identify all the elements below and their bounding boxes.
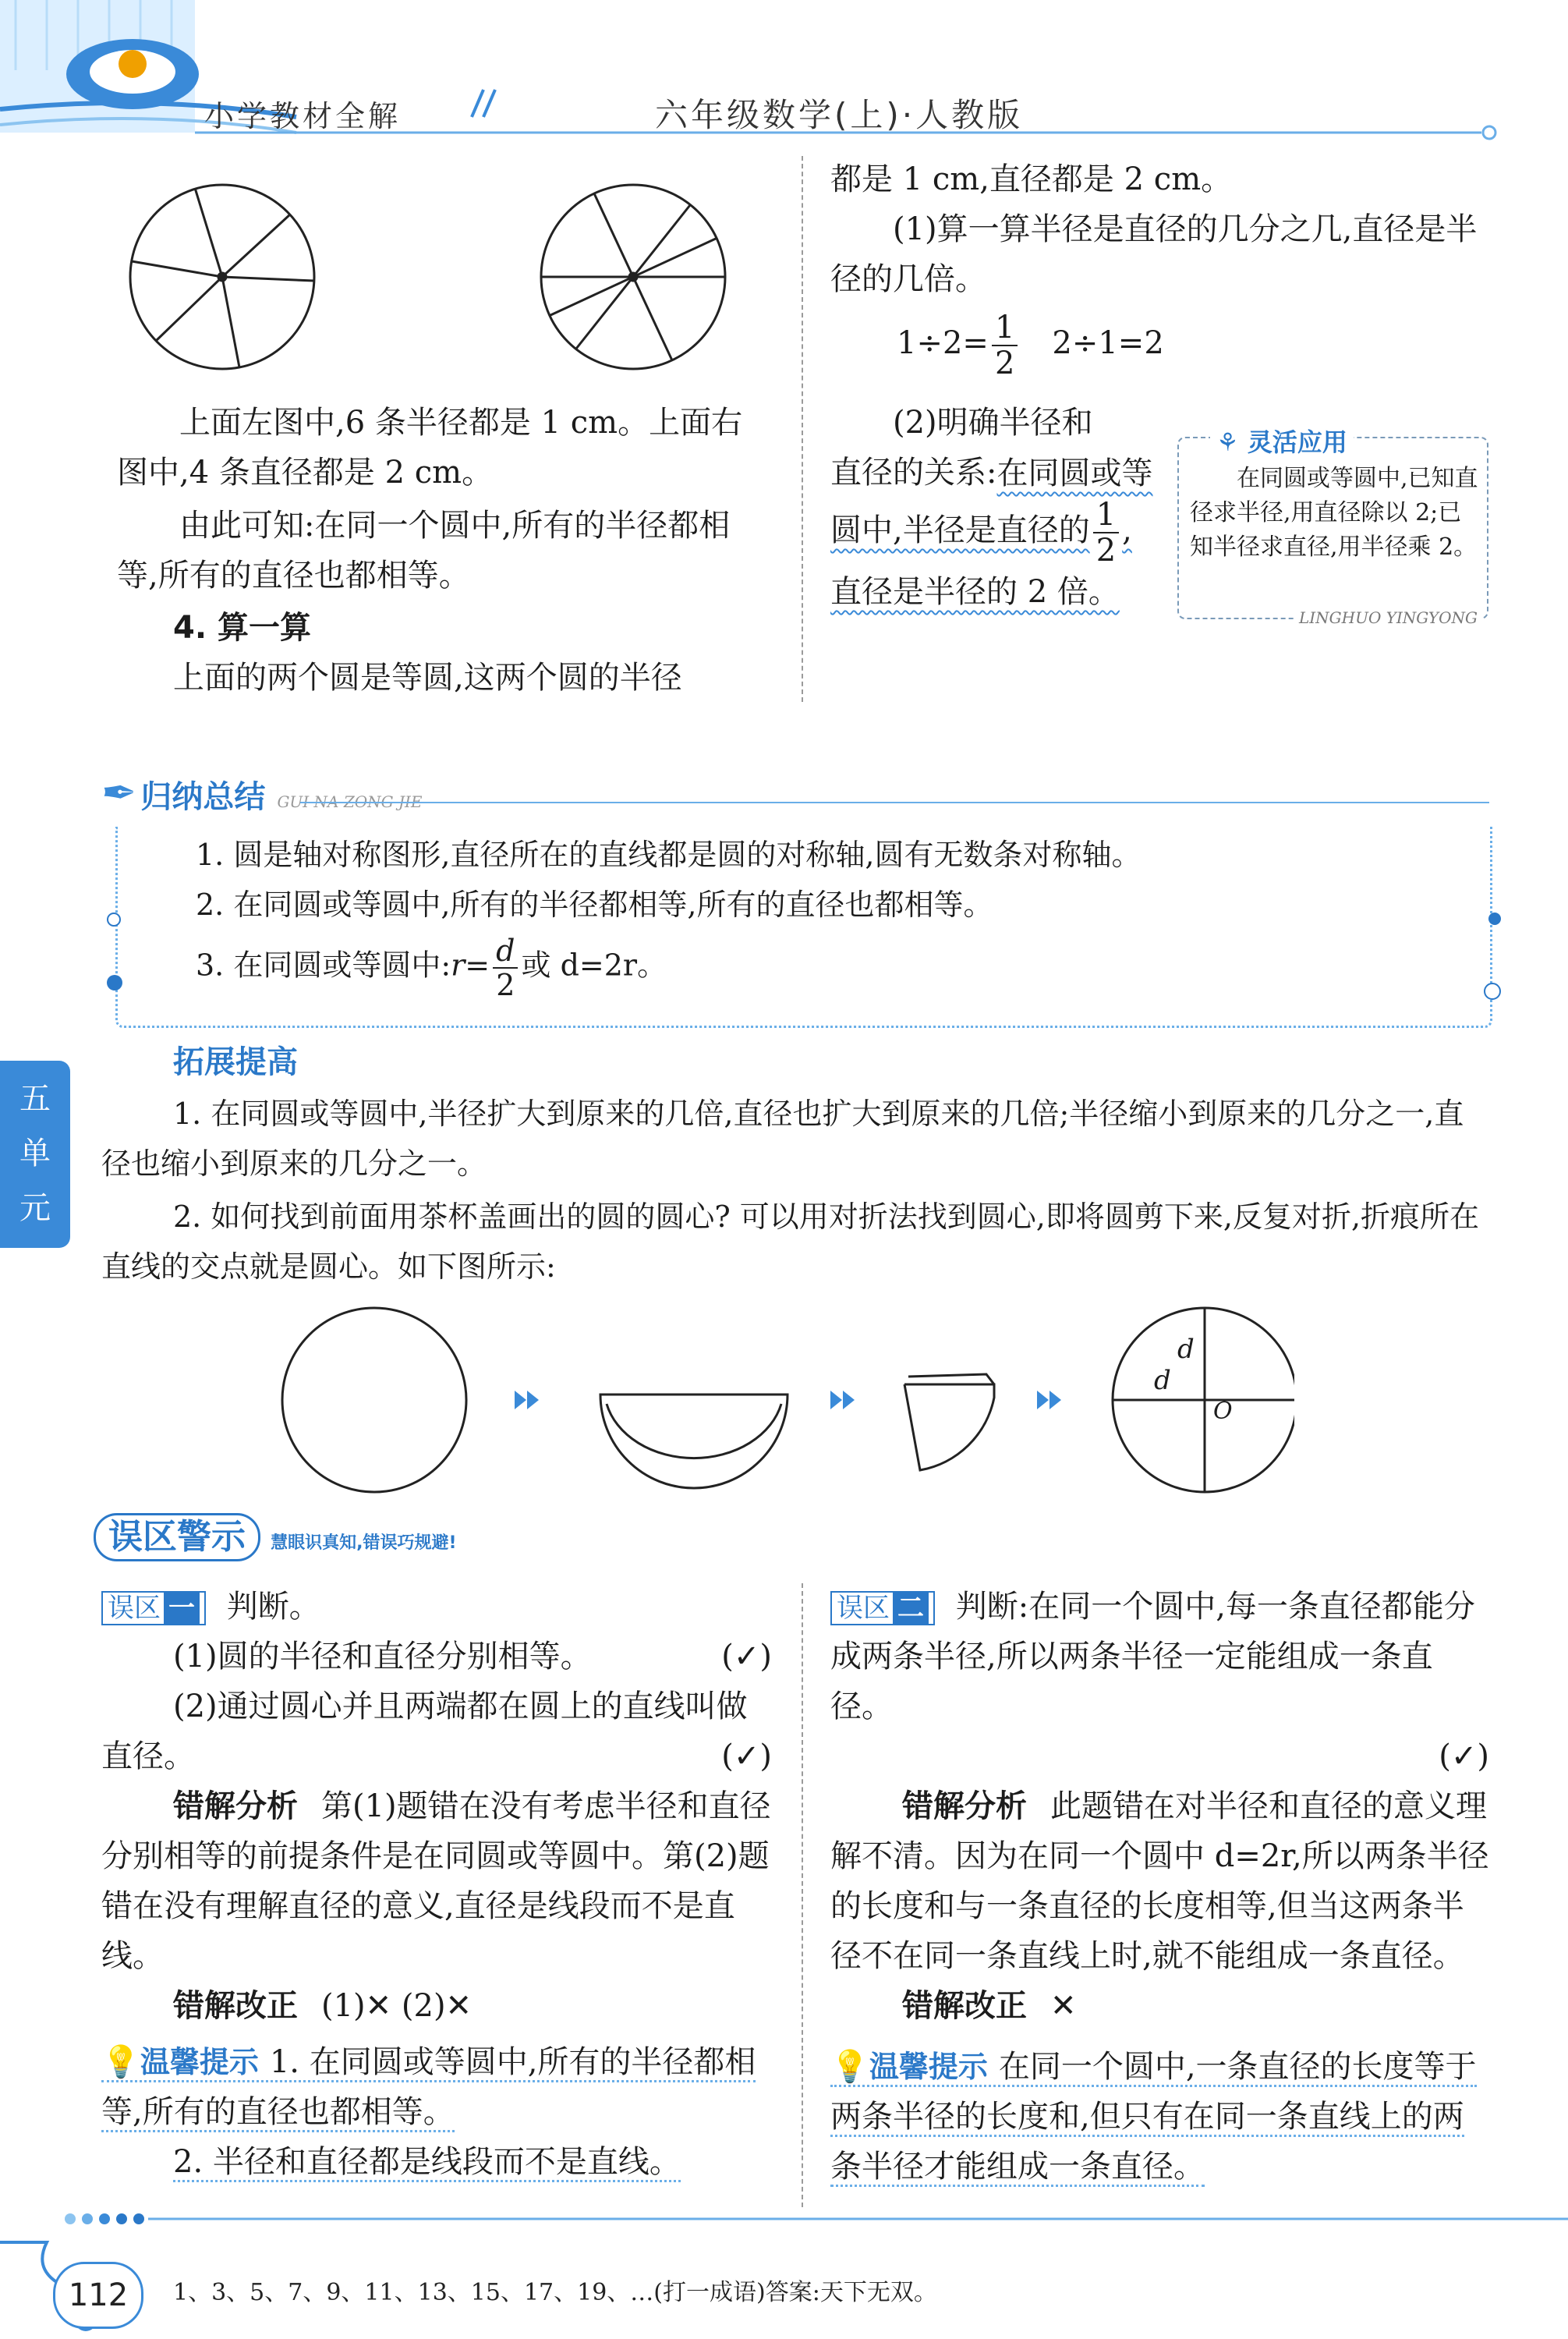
mistake-right-title: 判断:在同一个圆中,每一条直径都能分成两条半径,所以两条半径一定能组成一条直径。 xyxy=(830,1589,1475,1724)
arrow-icon xyxy=(1037,1391,1061,1409)
summary-item-3a: 3. 在同圆或等圆中: xyxy=(196,948,451,983)
relation-key-text-end: ,直径是半径的 2 倍。 xyxy=(830,512,1132,610)
bulb-icon: 💡 xyxy=(101,2044,140,2080)
hint-text: 在同一个圆中,一条直径的长度等于两条半径的长度和,但只有在同一条直线上的两条半径才能组成一条直径。 xyxy=(830,2049,1477,2185)
hint-label: 温馨提示 xyxy=(140,2045,259,2079)
mistake-left-analysis xyxy=(101,1781,772,1981)
q2-mark: (✓) xyxy=(721,1738,772,1774)
fix-text: ✕ xyxy=(1050,1988,1077,2024)
footer-riddle: 1、3、5、7、9、11、13、15、17、19、…(打一成语)答案:天下无双。 xyxy=(173,2279,937,2306)
mistake-tag-num: 一 xyxy=(164,1593,200,1624)
extend-title: 拓展提高 xyxy=(173,1044,298,1080)
mistake-right-analysis xyxy=(830,1781,1489,1981)
mistake-tag xyxy=(101,1591,206,1625)
right-paragraph-0: 都是 1 cm,直径都是 2 cm。 xyxy=(830,161,1233,197)
mistake-left-hint-2 xyxy=(101,2137,772,2187)
relation-fraction xyxy=(1093,497,1119,569)
mistake-left-q2 xyxy=(101,1682,772,1781)
dot-ornament xyxy=(1484,983,1501,1000)
series-title: 小学教材全解 xyxy=(204,99,402,133)
summary-item-3c: 或 d=2r。 xyxy=(521,948,667,983)
fraction-half xyxy=(992,312,1018,379)
relation-key-text: 在同圆或等圆中,半径是直径的 xyxy=(830,455,1153,548)
fold-step-result xyxy=(1113,1308,1294,1492)
fix-label: 错解改正 xyxy=(173,1988,298,2024)
summary-frac-num: d xyxy=(493,936,518,969)
summary-item-2: 2. 在同圆或等圆中,所有的半径都相等,所有的直径也都相等。 xyxy=(196,888,993,922)
analysis-label: 错解分析 xyxy=(173,1788,298,1824)
dot-ornament xyxy=(1488,913,1501,925)
mistake-tag-text: 误区 xyxy=(108,1593,161,1624)
sprout-icon: ⚘ xyxy=(1216,427,1239,457)
side-note-pinyin: LINGHUO YINGYONG xyxy=(1294,608,1482,627)
side-note-box xyxy=(1177,427,1488,627)
folding-figure xyxy=(281,1302,1294,1505)
mistake-right-heading xyxy=(830,1582,1489,1731)
mistake-banner xyxy=(94,1513,1489,1561)
extend-paragraph-1: 1. 在同圆或等圆中,半径扩大到原来的几倍,直径也扩大到原来的几倍;半径缩小到原来的几分之一,直径也缩小到原来的几分之一。 xyxy=(101,1097,1464,1181)
hint-text-1: 1. 在同圆或等圆中,所有的半径都相等,所有的直径也都相等。 xyxy=(101,2044,756,2130)
summary-header xyxy=(101,768,1489,817)
summary-item-3 xyxy=(196,936,667,1000)
fraction-denominator: 2 xyxy=(994,346,1015,381)
mistake-left-hint xyxy=(101,2037,772,2137)
mistake-right-fix xyxy=(830,1981,1489,2031)
left-paragraph-3: 上面的两个圆是等圆,这两个圆的半径 xyxy=(173,660,682,696)
header xyxy=(0,0,1568,140)
label-d-upper: d xyxy=(1177,1334,1195,1365)
side-note-title xyxy=(1210,423,1354,459)
dot-ornament xyxy=(107,913,121,927)
summary-pinyin: GUI NA ZONG JIE xyxy=(277,792,423,811)
side-note-title-text: 灵活应用 xyxy=(1247,427,1347,457)
book-title: 六年级数学(上)·人教版 xyxy=(655,96,1024,134)
mistake-right-mark: (✓) xyxy=(1439,1738,1489,1774)
two-circles-figure xyxy=(117,183,780,402)
mistake-tag xyxy=(830,1591,935,1625)
section-4-heading: 4. 算一算 xyxy=(173,610,311,646)
q2-text: (2)通过圆心并且两端都在圆上的直线叫做直径。 xyxy=(101,1689,748,1774)
mistake-left-q1 xyxy=(101,1632,772,1682)
extend-paragraph-2: 2. 如何找到前面用茶杯盖画出的圆的圆心? 可以用对折法找到圆心,即将圆剪下来,反复对折,折痕所在直线的交点就是圆心。如下图所示: xyxy=(101,1200,1480,1284)
relation-fraction-den: 2 xyxy=(1095,533,1117,569)
right-paragraph-1: (1)算一算半径是直径的几分之几,直径是半径的几倍。 xyxy=(830,211,1478,297)
hint-text-2: 2. 半径和直径都是线段而不是直线。 xyxy=(173,2144,681,2182)
calc-line xyxy=(897,312,1164,379)
unit-tab-char: 五 xyxy=(19,1081,51,1117)
relation-line-1: (2)明确半径和 xyxy=(893,405,1093,441)
mistake-left-title: 判断。 xyxy=(226,1589,320,1625)
label-center-o: O xyxy=(1213,1398,1233,1425)
arrow-icon xyxy=(515,1391,539,1409)
mistake-column-divider xyxy=(802,1583,803,2207)
summary-box xyxy=(115,827,1492,1028)
relation-fraction-num: 1 xyxy=(1093,499,1119,533)
mistake-right-hint xyxy=(830,2042,1489,2192)
hint-label: 温馨提示 xyxy=(869,2050,988,2084)
summary-rule xyxy=(300,802,1489,803)
fix-label: 错解改正 xyxy=(902,1988,1027,2024)
mistake-right xyxy=(830,1582,1489,2192)
circle-right xyxy=(541,185,725,369)
mistake-banner-title: 误区警示 xyxy=(94,1513,260,1561)
label-d-lower: d xyxy=(1154,1365,1171,1396)
unit-tab-char: 单 xyxy=(19,1136,51,1171)
analysis-label: 错解分析 xyxy=(902,1788,1027,1824)
analysis-text: 第(1)题错在没有考虑半径和直径分别相等的前提条件是在同圆或等圆中。第(2)题错在没有理解直径的意义,直径是线段而不是直线。 xyxy=(101,1788,771,1974)
unit-tab-char: 元 xyxy=(19,1190,51,1226)
calc-a: 1÷2= xyxy=(897,325,989,361)
side-note-text: 在同圆或等圆中,已知直径求半径,用直径除以 2;已知半径求直径,用半径乘 2。 xyxy=(1190,465,1478,561)
calc-b: 2÷1=2 xyxy=(1052,325,1164,361)
column-divider xyxy=(802,156,803,702)
circle-left xyxy=(130,185,314,369)
summary-item-3b: r= xyxy=(451,948,490,983)
mistake-left-fix xyxy=(101,1981,772,2031)
mistake-left xyxy=(101,1582,772,2187)
q1-text: (1)圆的半径和直径分别相等。 xyxy=(173,1639,592,1675)
analysis-text: 此题错在对半径和直径的意义理解不清。因为在同一个圆中 d=2r,所以两条半径的长度和与一条直径的长度相等,但当这两条半径不在同一条直线上时,就不能组成一条直径。 xyxy=(830,1788,1489,1974)
hint-line-1 xyxy=(101,2044,756,2132)
fraction-numerator: 1 xyxy=(992,312,1018,346)
left-paragraph-2: 由此可知:在同一个圆中,所有的半径都相等,所有的直径也都相等。 xyxy=(117,508,731,594)
fold-step-quarter xyxy=(904,1374,994,1470)
unit-tab-text xyxy=(0,1061,70,1235)
summary-frac-den: 2 xyxy=(496,968,515,1002)
relation-label: 直径的关系: xyxy=(830,455,997,491)
bulb-icon: 💡 xyxy=(830,2049,869,2085)
dot-ornament xyxy=(107,975,122,991)
page-number: 112 xyxy=(53,2262,143,2329)
fold-step-half xyxy=(600,1395,788,1488)
relation-wavy-text xyxy=(830,448,1158,618)
mistake-banner-sub: 慧眼识真知,错误巧规避! xyxy=(271,1533,457,1553)
hint-line xyxy=(830,2049,1477,2187)
mistake-left-heading xyxy=(101,1582,772,1632)
mistake-tag-text: 误区 xyxy=(837,1593,890,1624)
quill-icon: ✒ xyxy=(101,768,137,817)
summary-fraction xyxy=(493,936,518,1000)
q1-mark: (✓) xyxy=(721,1639,772,1675)
summary-title: 归纳总结 xyxy=(140,779,266,815)
fold-step-circle xyxy=(282,1308,466,1492)
mistake-tag-num: 二 xyxy=(893,1593,929,1624)
arrow-icon xyxy=(830,1391,855,1409)
left-paragraph-1: 上面左图中,6 条半径都是 1 cm。上面右图中,4 条直径都是 2 cm。 xyxy=(117,405,743,491)
summary-item-1: 1. 圆是轴对称图形,直径所在的直线都是圆的对称轴,圆有无数条对称轴。 xyxy=(196,838,1141,872)
fix-text: (1)✕ (2)✕ xyxy=(321,1988,473,2024)
unit-side-tab xyxy=(0,1061,70,1248)
